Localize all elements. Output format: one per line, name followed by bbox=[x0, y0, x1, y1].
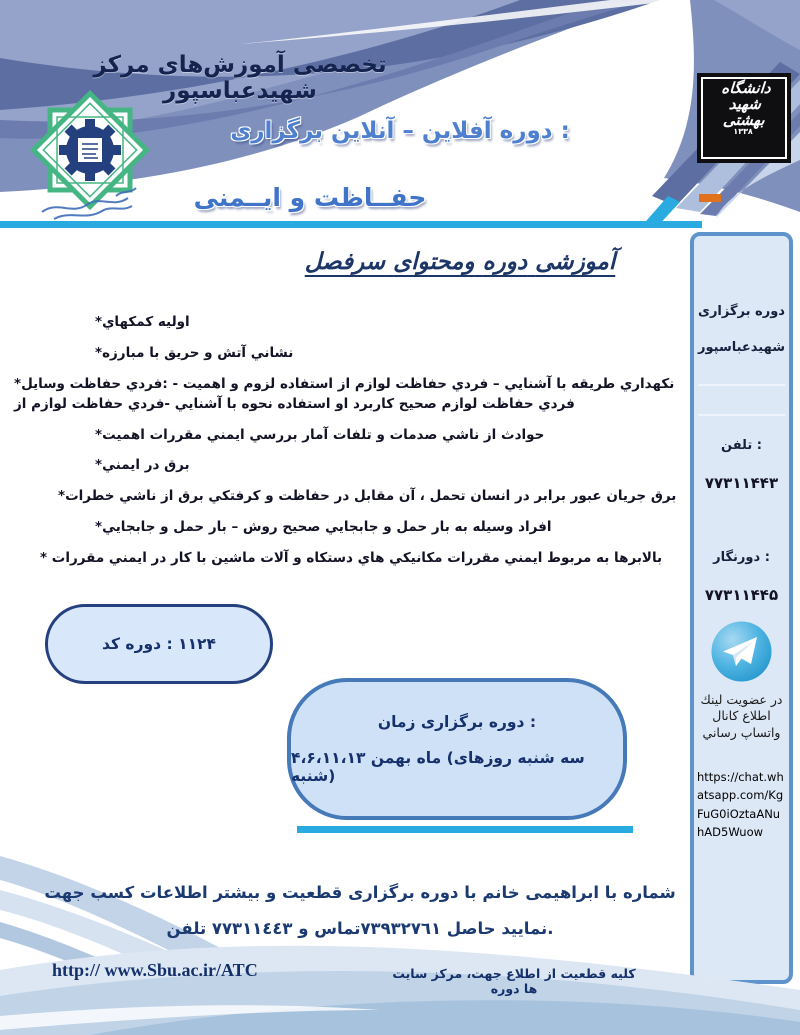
topic-item: *ايمني در برق bbox=[95, 457, 190, 474]
footer-info-line1: جهت کسب اطلاعات بیشتر و قطعیت برگزاری دوره با خانم ابراهیمی با شماره bbox=[44, 883, 676, 902]
footer-info-line2: تلفن ٧٧٣١١٤٤٣ و ٧٣٩٣٢٧٦١تماس حاصل نمایید. bbox=[166, 919, 554, 938]
topic-item: *خطرات ناشي از برق كرفتكي و حفاظت در مقابل آن ، تحمل انسان در برابر عبور جريان برق bbox=[58, 488, 677, 504]
center-name-title: مرکز آموزش‌های تخصصی شهیدعباسپور bbox=[93, 52, 387, 104]
delivery-mode-subtitle: برگزاری آنلاین – آفلاین دوره : bbox=[230, 118, 570, 144]
organizer-name: شهیدعباسپور bbox=[698, 340, 785, 355]
footer-contact-info bbox=[35, 883, 685, 938]
training-center-emblem-icon bbox=[28, 90, 154, 224]
course-title: ایــمنی و حفــاظت bbox=[193, 183, 427, 212]
phone-label: تلفن : bbox=[721, 438, 762, 453]
topic-item: * مقررات ايمني در كار با ماشين آلات و دستكاه هاي مكانيكي مقررات ايمني مربوط به بالابرها bbox=[40, 549, 663, 566]
topic-item: *مبارزه با حريق و آتش نشاني bbox=[95, 344, 294, 361]
fax-number: ۷۷۳۱۱۴۴۵ bbox=[704, 586, 779, 604]
course-schedule-pill bbox=[287, 678, 627, 820]
website-note: سایت مرکز ،جهت اطلاع از قطعیت کلیه دوره ها bbox=[392, 966, 636, 996]
whatsapp-channel-caption: لینك عضویت در كانال اطلاع رساني واتساپ bbox=[700, 692, 783, 740]
organizer-label: برگزاری دوره bbox=[698, 304, 785, 319]
sidebar-divider bbox=[698, 414, 785, 416]
phone-number: ۷۷۳۱۱۴۴۳ bbox=[704, 474, 779, 492]
course-code-text: كد دوره : ۱۱۲۴ bbox=[102, 635, 216, 653]
fax-label: دورنگار : bbox=[713, 550, 770, 565]
sbu-logo-text: دانشگاه شهید بهشتی ۱۳۳۸ bbox=[720, 79, 772, 137]
telegram-icon[interactable] bbox=[710, 620, 773, 683]
whatsapp-link[interactable]: https://chat.whatsapp.com/KgFuG0iOztaANuhAD5Wuow bbox=[697, 770, 784, 840]
center-website-link[interactable]: http:// www.Sbu.ac.ir/ATC bbox=[52, 960, 258, 980]
cyan-divider-bar bbox=[0, 221, 702, 228]
orange-accent-dash bbox=[699, 194, 721, 202]
topic-item: *جابجايي و حمل بار – روش صحيح جابجايي و حمل بار به وسيله افراد bbox=[95, 518, 552, 535]
schedule-label: زمان برگزاری دوره : bbox=[377, 713, 537, 731]
course-code-pill bbox=[45, 604, 273, 684]
topics-list bbox=[10, 312, 678, 578]
schedule-dates: ۴،۶،۱۱،۱۳ بهمن ماه (روزهای شنبه سه شنبه) bbox=[291, 749, 585, 785]
topic-item: *كمكهاي اوليه bbox=[95, 314, 190, 330]
cyan-accent-bar bbox=[297, 826, 633, 833]
topic-item: *اهميت مقررات ايمني بررسي آمار تلفات و صدمات ناشي از حوادث bbox=[95, 426, 545, 443]
gear-icon bbox=[59, 119, 121, 181]
sidebar-divider bbox=[698, 384, 785, 386]
topic-item: *وسايل حفاظت فردي: - اهميت و لزوم استفاده از لوازم حفاظت فردي – آشنايي با طريقه نكهداري از لوازم حفاظت فردي- آشنايي با نحوه استفاده او كاربرد صحيح لوازم حفاظت فردي bbox=[14, 375, 675, 412]
syllabus-heading: سرفصل ومحتوای دوره آموزشی bbox=[304, 249, 616, 275]
sbu-university-logo bbox=[697, 73, 791, 163]
